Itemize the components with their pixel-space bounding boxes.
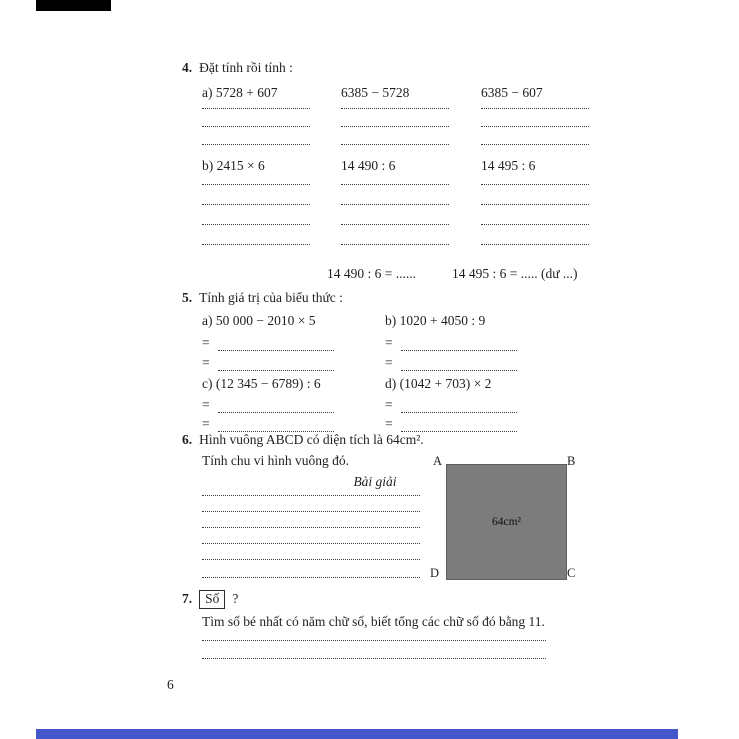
equation-answer-line: [385, 417, 517, 432]
answer-dots: [401, 400, 517, 413]
equals-sign: =: [385, 335, 393, 350]
ex4-problem-b3: 14 495 : 6: [481, 158, 536, 173]
exercise-4-number: 4.: [182, 60, 193, 75]
exercise-6-statement-1: Hình vuông ABCD có diện tích là 64cm².: [199, 432, 424, 447]
answer-line: [202, 108, 310, 109]
answer-dots: [218, 419, 334, 432]
solution-heading: Bài giải: [353, 474, 397, 489]
answer-line: [202, 640, 546, 641]
answer-line: [202, 144, 310, 145]
corner-label-D: D: [430, 566, 440, 580]
ex4-result-1: 14 490 : 6 = ......: [327, 266, 416, 281]
ex4-problem-a1: a) 5728 + 607: [202, 85, 278, 100]
answer-line: [341, 184, 449, 185]
answer-line: [341, 244, 449, 245]
exercise-4-header: [182, 60, 293, 76]
area-label: 64cm²: [492, 516, 521, 528]
answer-dots: [401, 419, 517, 432]
answer-line: [481, 108, 589, 109]
ex5-expr-c: c) (12 345 − 6789) : 6: [202, 376, 321, 391]
equation-answer-line: [385, 336, 517, 351]
answer-line: [202, 559, 420, 560]
equals-sign: =: [202, 335, 210, 350]
answer-line: [481, 126, 589, 127]
ex4-problem-b2: 14 490 : 6: [341, 158, 396, 173]
answer-line: [202, 543, 420, 544]
equals-sign: =: [202, 397, 210, 412]
answer-dots: [218, 338, 334, 351]
answer-line: [341, 108, 449, 109]
equation-answer-line: [385, 398, 517, 413]
equation-answer-line: [202, 398, 334, 413]
answer-line: [202, 224, 310, 225]
exercise-4-title: Đặt tính rồi tính :: [199, 60, 293, 75]
ex4-result-2: 14 495 : 6 = ..... (dư ...): [452, 266, 578, 281]
exercise-7-number: 7.: [182, 591, 193, 607]
ex5-expr-d: d) (1042 + 703) × 2: [385, 376, 492, 391]
answer-line: [202, 126, 310, 127]
equals-sign: =: [202, 355, 210, 370]
equals-sign: =: [385, 355, 393, 370]
answer-line: [341, 204, 449, 205]
answer-dots: [218, 400, 334, 413]
exercise-7-statement: Tìm số bé nhất có năm chữ số, biết tổng các chữ số đó bằng 11.: [202, 614, 545, 629]
square-figure: [446, 464, 567, 580]
answer-line: [481, 244, 589, 245]
answer-line: [481, 204, 589, 205]
scan-artifact-top-left: [36, 0, 111, 11]
ex5-expr-b: b) 1020 + 4050 : 9: [385, 313, 486, 328]
ex5-expr-a: a) 50 000 − 2010 × 5: [202, 313, 316, 328]
answer-line: [202, 204, 310, 205]
answer-line: [202, 495, 420, 496]
exercise-7-header: [182, 590, 238, 609]
answer-line: [481, 144, 589, 145]
so-box: Số: [199, 590, 225, 609]
equation-answer-line: [202, 417, 334, 432]
question-mark: ?: [232, 591, 239, 607]
exercise-5-title: Tính giá trị của biểu thức :: [199, 290, 343, 305]
ex4-problem-a2: 6385 − 5728: [341, 85, 410, 100]
exercise-5-number: 5.: [182, 290, 193, 305]
answer-line: [481, 224, 589, 225]
equation-answer-line: [202, 336, 334, 351]
ex4-problem-b1: b) 2415 × 6: [202, 158, 265, 173]
scan-artifact-bottom-bar: [36, 729, 678, 739]
equals-sign: =: [385, 416, 393, 431]
exercise-6-header: [182, 432, 424, 448]
answer-line: [341, 126, 449, 127]
corner-label-B: B: [567, 454, 576, 468]
answer-line: [341, 224, 449, 225]
answer-line: [202, 184, 310, 185]
equation-answer-line: [202, 356, 334, 371]
answer-line: [202, 244, 310, 245]
page-number: 6: [167, 677, 174, 692]
answer-dots: [401, 358, 517, 371]
answer-line: [202, 577, 420, 578]
exercise-6-number: 6.: [182, 432, 193, 447]
ex4-problem-a3: 6385 − 607: [481, 85, 543, 100]
answer-line: [481, 184, 589, 185]
corner-label-A: A: [433, 454, 443, 468]
answer-line: [202, 527, 420, 528]
answer-dots: [218, 358, 334, 371]
equation-answer-line: [385, 356, 517, 371]
exercise-6-statement-2: Tính chu vi hình vuông đó.: [202, 453, 349, 468]
answer-line: [202, 658, 546, 659]
equals-sign: =: [202, 416, 210, 431]
equals-sign: =: [385, 397, 393, 412]
exercise-5-header: [182, 290, 343, 306]
answer-line: [202, 511, 420, 512]
answer-dots: [401, 338, 517, 351]
answer-line: [341, 144, 449, 145]
corner-label-C: C: [567, 566, 576, 580]
